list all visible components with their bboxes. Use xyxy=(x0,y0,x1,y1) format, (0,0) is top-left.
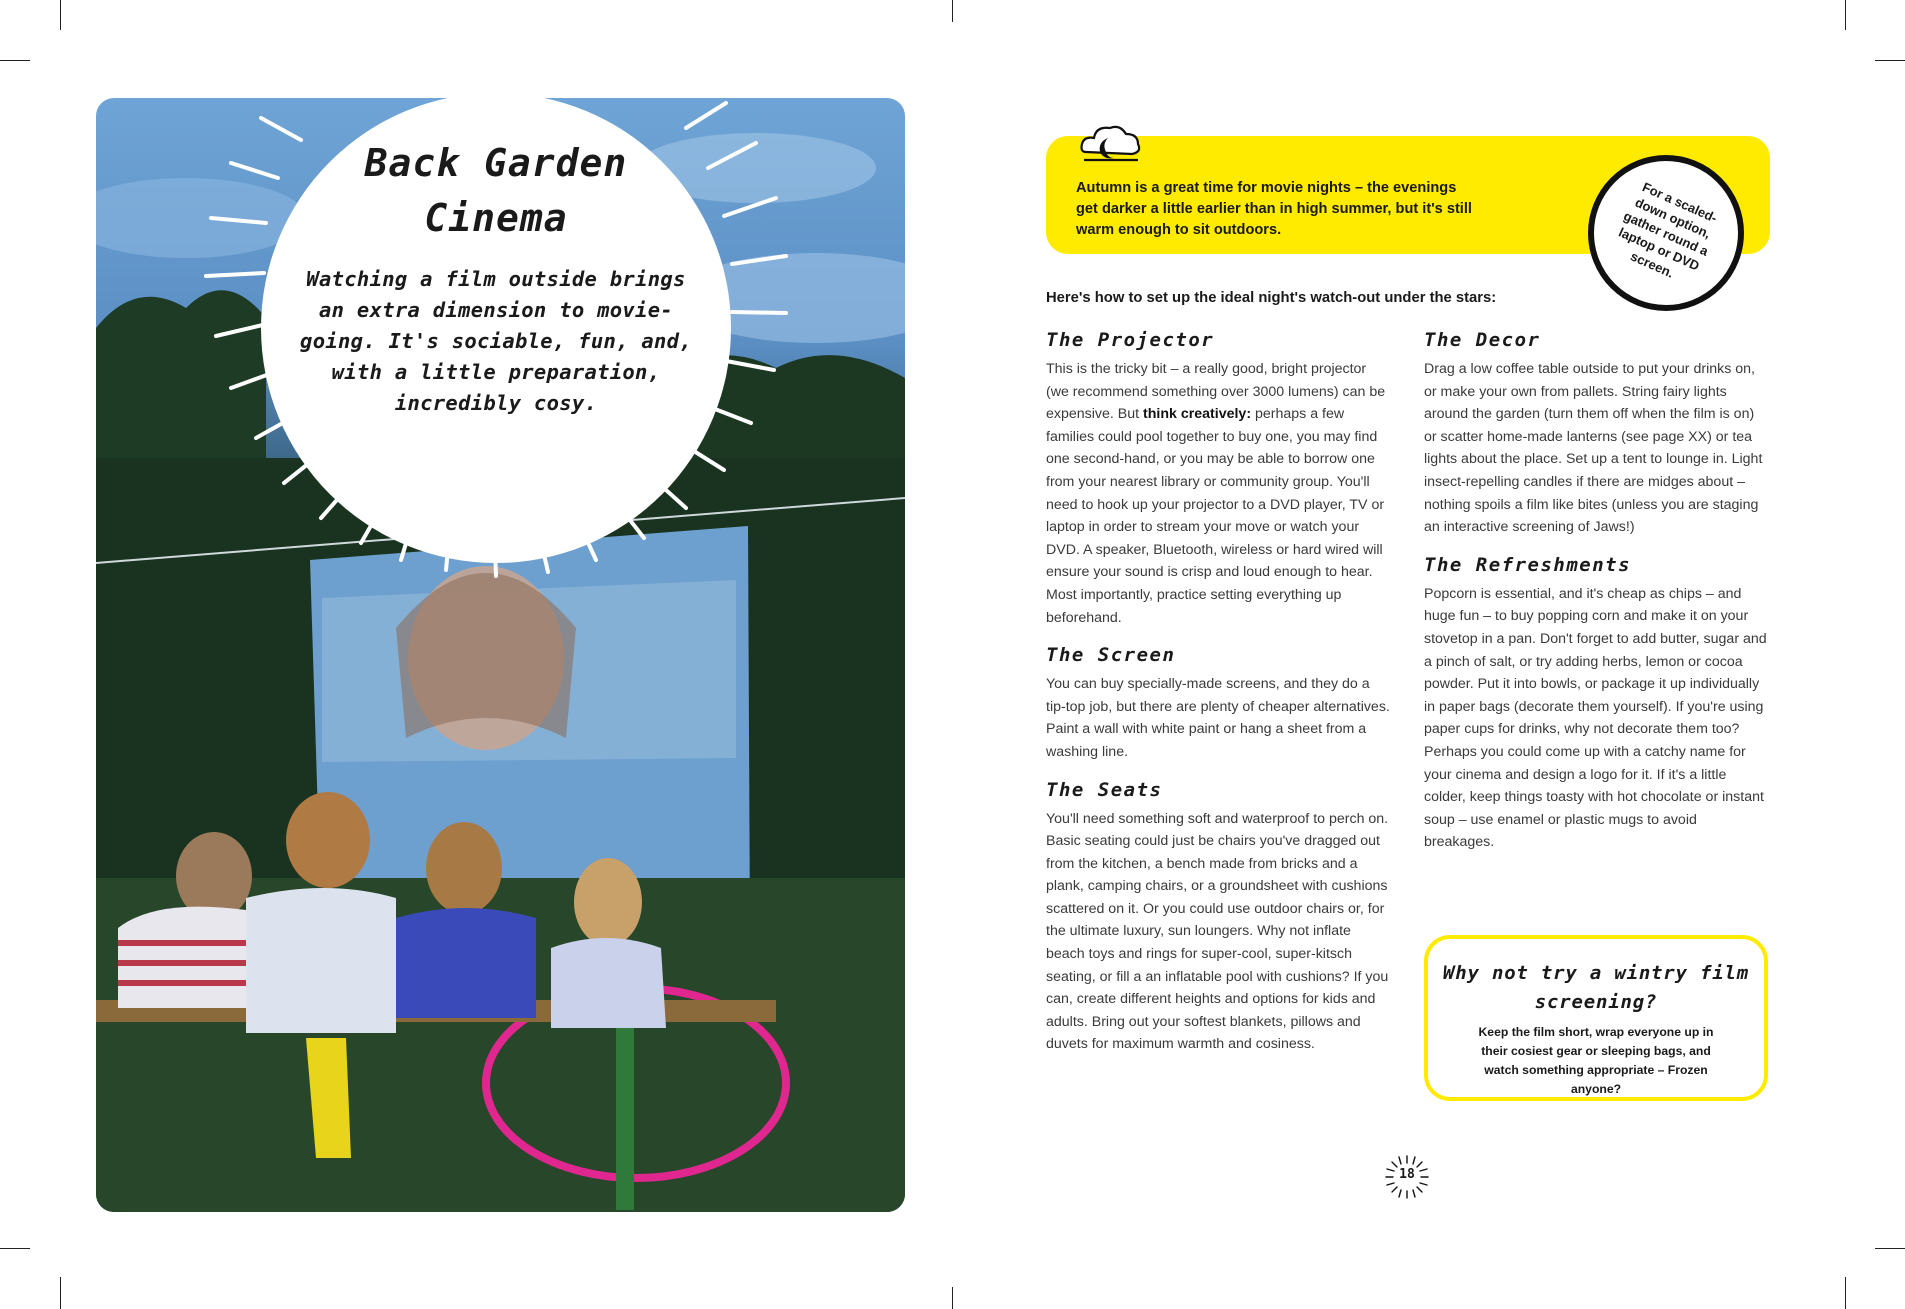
hero-intro: Watching a film outside brings an extra dimension to movie-going. It's sociable, fun, and, with a little preparation, incredibly cosy. xyxy=(300,267,692,415)
column-left xyxy=(1046,326,1391,1056)
callout-text: Keep the film short, wrap everyone up in their cosiest gear or sleeping bags, and watch something appropriate – Frozen anyone? xyxy=(1478,1025,1714,1096)
crop-mark xyxy=(952,1287,953,1309)
crop-mark xyxy=(1845,1277,1846,1309)
tip-badge xyxy=(1588,155,1744,311)
page-title: Back Garden Cinema xyxy=(364,141,628,240)
section-heading: The Refreshments xyxy=(1424,553,1632,576)
section-text xyxy=(1046,358,1391,629)
section-text-part: perhaps a few families could pool together to buy one, you may find one second-hand, or you may be able to borrow one from your nearest library or community group. You'll need to hook up your projector to a DVD player, TV or laptop in order to stream your move or watch your DVD. A speaker, Bluetooth, wireless or hard wired will ensure your sound is crisp and loud enough to hear. Most importantly, practice setting everything up beforehand. xyxy=(1046,406,1385,626)
emphasis-text: think creatively: xyxy=(1143,406,1252,423)
crop-mark xyxy=(0,60,30,61)
section-heading: The Projector xyxy=(1046,329,1215,351)
crop-mark xyxy=(1875,1248,1905,1249)
crop-mark xyxy=(60,0,61,30)
crop-mark xyxy=(952,0,953,22)
section-heading: The Screen xyxy=(1046,644,1176,667)
title-circle xyxy=(261,98,731,572)
why-not-callout xyxy=(1424,935,1768,1101)
section-text: Popcorn is essential, and it's cheap as chips – and huge fun – to buy popping corn and make it on your stovetop in a pan. Don't forget to add butter, sugar and a pinch of salt, or try adding herbs, lemon or cocoa powder. Put it into bowls, or package it up individually in paper bags (decorate them yourself). If you're using paper cups for drinks, why not decorate them too? Perhaps you could come up with a catchy name for your cinema and design a logo for it. If it's a little colder, keep things toasty with hot chocolate or instant soup – use enamel or plastic mugs to avoid breakages. xyxy=(1424,585,1767,851)
tip-text: Autumn is a great time for movie nights – the evenings get darker a little earlier than in high summer, but it's still warm enough to sit outdoors. xyxy=(1076,180,1472,238)
section-heading: The Decor xyxy=(1424,329,1541,351)
crop-mark xyxy=(1875,60,1905,61)
section-seats xyxy=(1046,776,1391,1057)
cloud-moon-icon xyxy=(1076,122,1146,166)
section-text: You'll need something soft and waterproof to perch on. Basic seating could just be chairs you've dragged out from the kitchen, a bench made from bricks and a plank, camping chairs, or a groundsheet with cushions scattered on it. Or you could use outdoor chairs or, for the ultimate luxury, sun loungers. Why not inflate beach toys and rings for super-cool, super-kitsch seating, or fill a an inflatable pool with cushions? If you can, create different heights and options for kids and adults. Bring out your softest blankets, pillows and duvets for maximum warmth and cosiness. xyxy=(1046,810,1389,1053)
section-text: Drag a low coffee table outside to put your drinks on, or make your own from pallets. String fairy lights around the garden (turn them off when the film is on) or scatter home-made lanterns (see page XX) or tea lights about the place. Set up a tent to lounge in. Light insect-repelling candles if there are midges about – nothing spoils a film like bites (unless you are staging an interactive screening of Jaws!) xyxy=(1424,361,1763,536)
section-screen xyxy=(1046,641,1391,763)
section-projector xyxy=(1046,326,1391,629)
page-number-badge xyxy=(1384,1154,1430,1200)
section-text: You can buy specially-made screens, and they do a tip-top job, but there are plenty of cheaper alternatives. Paint a wall with white paint or hang a sheet from a washing line. xyxy=(1046,676,1390,760)
intro-line: Here's how to set up the ideal night's watch-out under the stars: xyxy=(1046,290,1497,306)
page-number: 18 xyxy=(1399,1167,1415,1182)
hero-photo xyxy=(96,98,905,1212)
section-text-part: This is the tricky bit – a really good, bright projector (we recommend something over 3000 lumens) can be expensive. But xyxy=(1046,361,1386,423)
crop-mark xyxy=(0,1248,30,1249)
crop-mark xyxy=(1845,0,1846,30)
badge-text: For a scaled-down option, gather round a laptop or DVD screen. xyxy=(1616,178,1720,281)
section-decor xyxy=(1424,326,1769,539)
section-heading: The Seats xyxy=(1046,778,1163,801)
section-refreshments xyxy=(1424,551,1769,854)
crop-mark xyxy=(60,1277,61,1309)
callout-title: Why not try a wintry film screening? xyxy=(1443,962,1749,1013)
column-right xyxy=(1424,326,1769,854)
